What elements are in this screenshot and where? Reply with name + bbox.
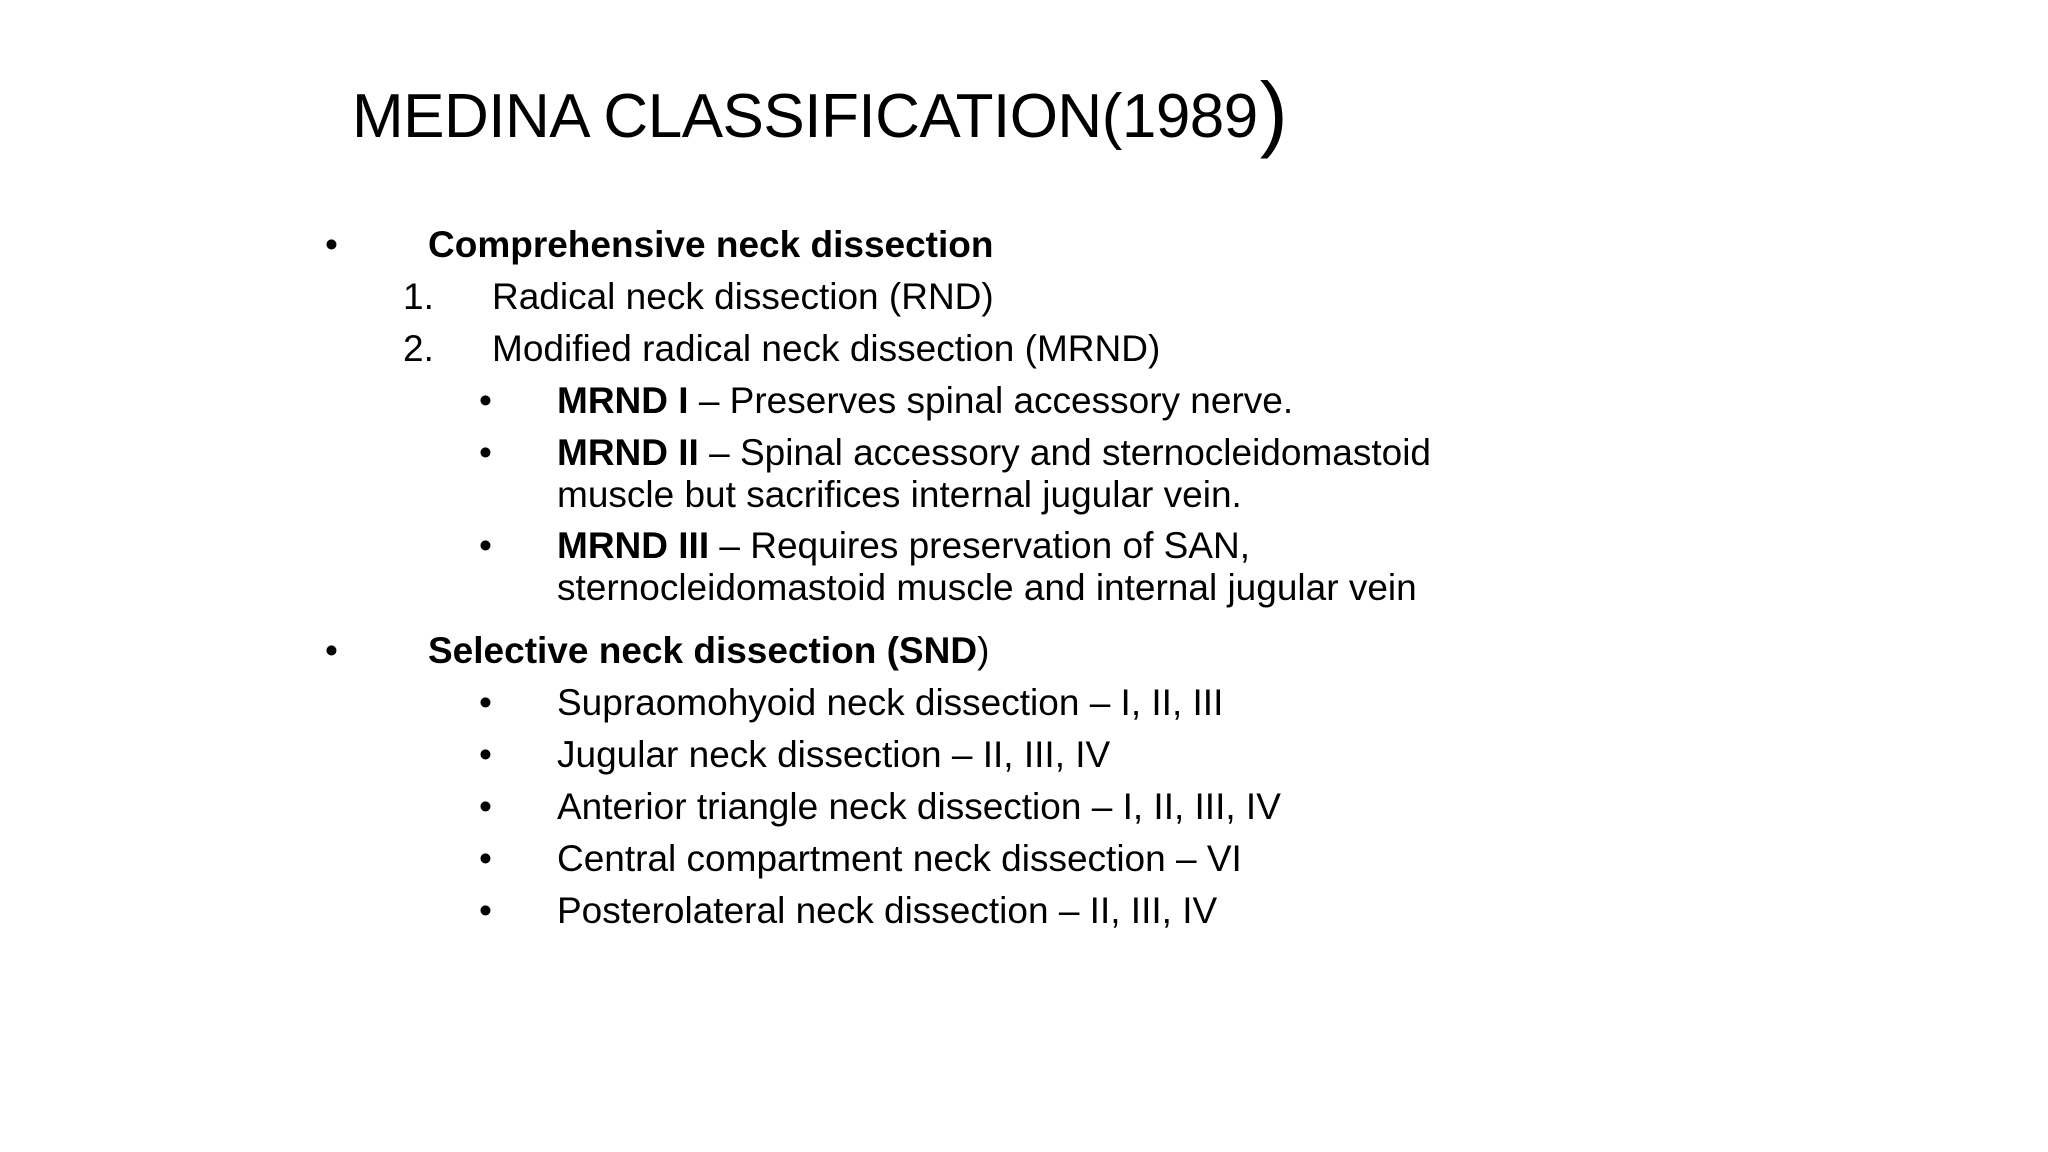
bullet-icon: • (479, 838, 492, 879)
bullet-icon: • (479, 734, 492, 775)
mrnd-3-label: MRND III (557, 525, 710, 566)
list-item-mrnd-3 (557, 525, 1250, 567)
comprehensive-heading: Comprehensive neck dissection (428, 224, 994, 265)
snd-item-anterior-triangle: Anterior triangle neck dissection – I, II, III, IV (557, 786, 1281, 827)
snd-item-posterolateral: Posterolateral neck dissection – II, III, IV (557, 890, 1218, 931)
bullet-icon: • (479, 525, 492, 566)
selective-heading (428, 630, 989, 672)
list-item-mrnd: Modified radical neck dissection (MRND) (492, 328, 1161, 369)
list-item-rnd: Radical neck dissection (RND) (492, 276, 994, 317)
mrnd-3-desc: – Requires preservation of SAN, (709, 525, 1250, 566)
snd-item-jugular: Jugular neck dissection – II, III, IV (557, 734, 1111, 775)
bullet-icon: • (479, 380, 492, 421)
snd-item-supraomohyoid: Supraomohyoid neck dissection – I, II, III (557, 682, 1224, 723)
slide-title (352, 62, 1288, 159)
selective-heading-text: Selective neck dissection (SND (428, 630, 978, 671)
mrnd-2-desc: – Spinal accessory and sternocleidomastoid (698, 432, 1432, 473)
list-item-mrnd-1 (557, 380, 1293, 422)
bullet-icon: • (325, 630, 338, 671)
mrnd-2-desc-line2: muscle but sacrifices internal jugular vein. (557, 474, 1242, 515)
bullet-icon: • (479, 432, 492, 473)
selective-heading-end: ) (977, 630, 990, 671)
snd-item-central-compartment: Central compartment neck dissection – VI (557, 838, 1242, 879)
slide-title-close-paren: ) (1259, 65, 1288, 159)
list-item-mrnd-2 (557, 432, 1431, 474)
bullet-icon: • (479, 682, 492, 723)
mrnd-1-desc: – Preserves spinal accessory nerve. (688, 380, 1294, 421)
bullet-icon: • (325, 224, 338, 265)
slide-title-text: MEDINA CLASSIFICATION(1989 (352, 82, 1258, 151)
mrnd-1-label: MRND I (557, 380, 689, 421)
bullet-icon: • (479, 786, 492, 827)
mrnd-2-label: MRND II (557, 432, 699, 473)
mrnd-3-desc-line2: sternocleidomastoid muscle and internal jugular vein (557, 567, 1417, 608)
bullet-icon: • (479, 890, 492, 931)
list-number: 1. (403, 276, 434, 317)
list-number: 2. (403, 328, 434, 369)
